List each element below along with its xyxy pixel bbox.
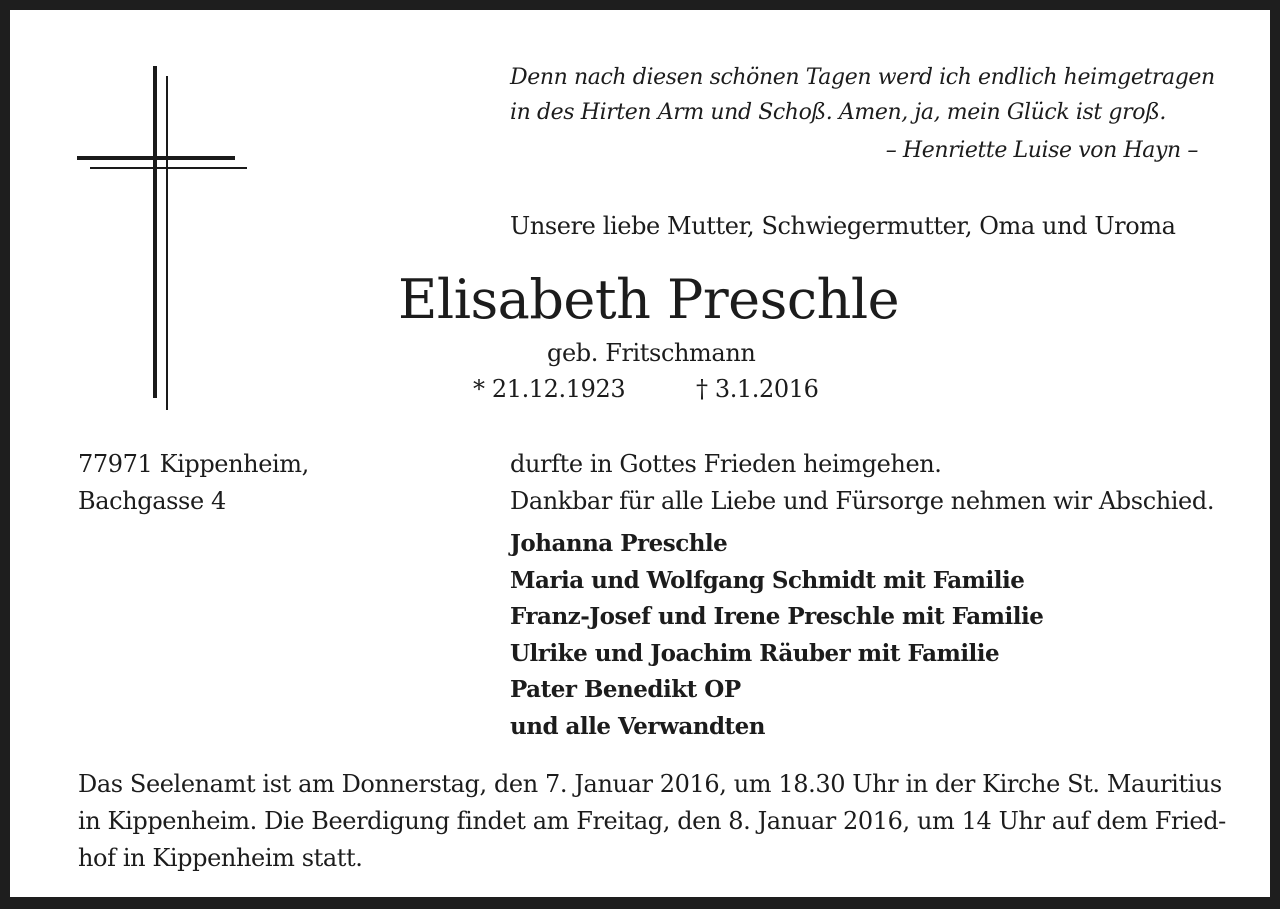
birth-date: * 21.12.1923 <box>473 375 626 403</box>
mourner-item: Pater Benedikt OP <box>510 676 741 704</box>
message-line-1: durfte in Gottes Frieden heimgehen. <box>510 450 942 478</box>
maiden-name: geb. Fritschmann <box>547 339 756 367</box>
mourner-item: Ulrike und Joachim Räuber mit Familie <box>510 639 1000 667</box>
quote-author: – Henriette Luise von Hayn – <box>885 138 1198 163</box>
service-line-2: in Kippenheim. Die Beerdigung findet am Freitag, den 8. Januar 2016, um 14 Uhr auf dem Fried- <box>78 807 1226 835</box>
mourner-item: Johanna Preschle <box>510 530 728 557</box>
service-line-3: hof in Kippenheim statt. <box>78 844 363 872</box>
mourners-list <box>510 526 1043 746</box>
death-date: † 3.1.2016 <box>696 375 819 403</box>
mourner-item: und alle Verwandten <box>510 712 766 740</box>
mourner-item: Maria und Wolfgang Schmidt mit Familie <box>510 566 1025 594</box>
message-line-2: Dankbar für alle Liebe und Fürsorge nehmen wir Abschied. <box>510 487 1215 515</box>
quote-line-1: Denn nach diesen schönen Tagen werd ich endlich heimgetragen <box>510 65 1215 90</box>
deceased-name: Elisabeth Preschle <box>398 268 900 331</box>
address-line-1: 77971 Kippenheim, <box>78 450 309 478</box>
service-line-1: Das Seelenamt ist am Donnerstag, den 7. Januar 2016, um 18.30 Uhr in der Kirche St. Mauritius <box>78 770 1222 798</box>
address-line-2: Bachgasse 4 <box>78 487 226 515</box>
quote-line-2: in des Hirten Arm und Schoß. Amen, ja, mein Glück ist groß. <box>510 100 1166 125</box>
mourner-item: Franz-Josef und Irene Preschle mit Familie <box>510 603 1044 631</box>
intro-text: Unsere liebe Mutter, Schwiegermutter, Oma und Uroma <box>510 212 1176 240</box>
